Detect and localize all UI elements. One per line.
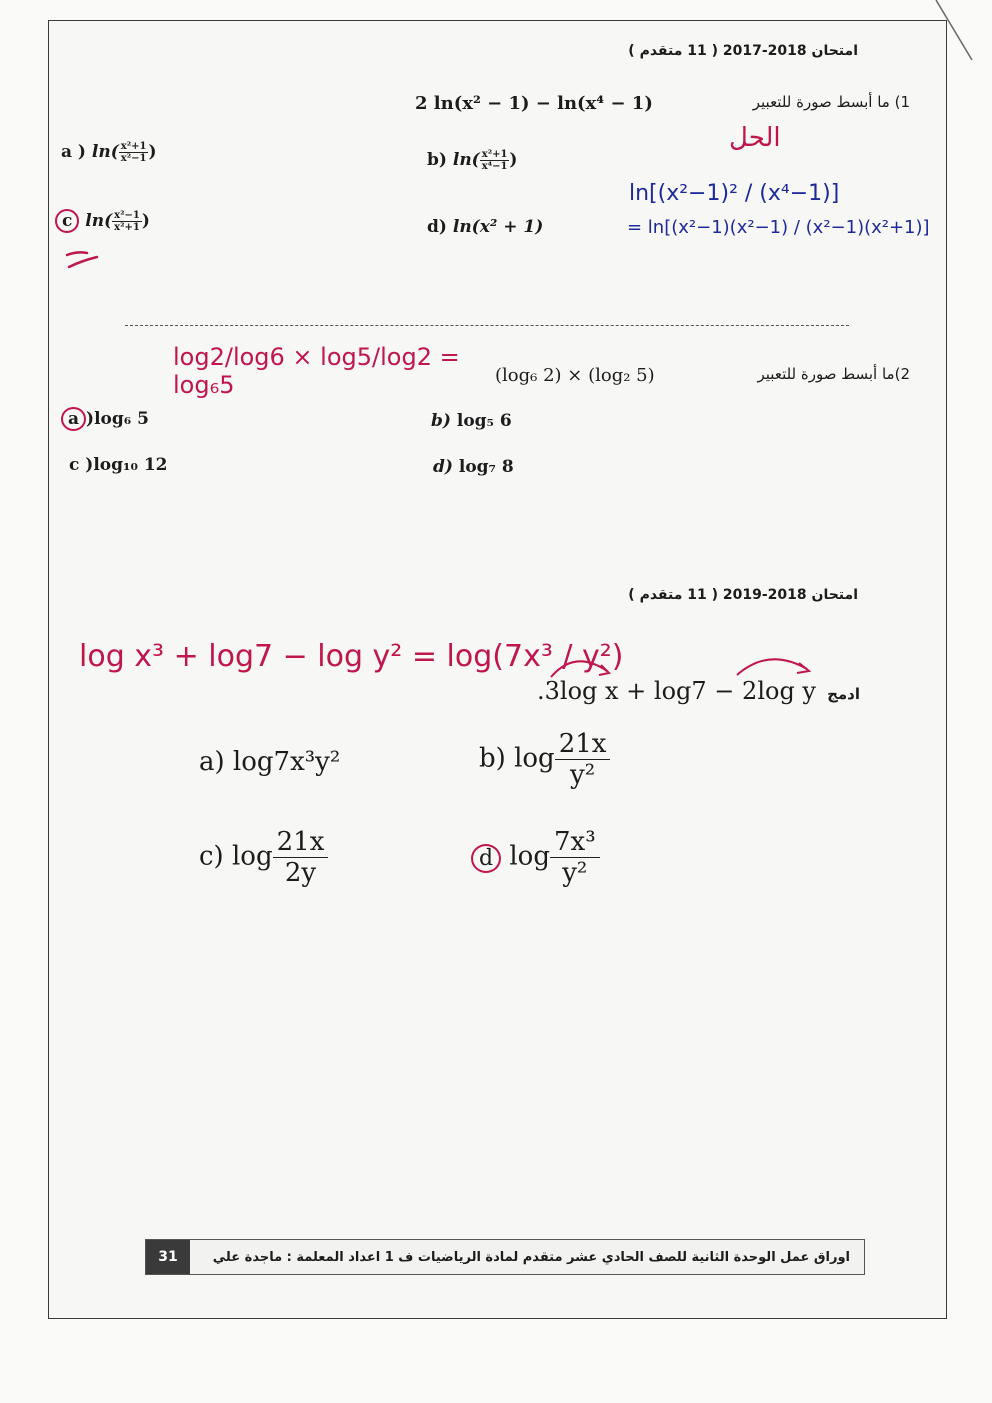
q2-option-d: d) log₇ 8 xyxy=(433,457,514,477)
page-corner-line xyxy=(932,0,992,80)
handwritten-work-left: ln[(x²−1)² / (x⁴−1)] xyxy=(629,181,840,206)
q1-option-b: b) ln( $\frac{\text{x²+1}}{\text{x⁴−1}}$ ) xyxy=(427,149,518,172)
exam2-option-d: d log $\frac{\text{7x³}}{\text{y²}}$ xyxy=(471,827,600,888)
exam2-handwritten-work: log x³ + log7 − log y² = log(7x³ / y²) xyxy=(79,639,624,674)
q2-option-a: a )log₆ 5 xyxy=(61,407,149,431)
section-divider xyxy=(125,325,849,326)
q1-option-c-circled-label: c xyxy=(55,209,79,233)
q1-option-a-label: a ) xyxy=(61,142,86,162)
worksheet-page xyxy=(48,20,947,1319)
exam2-option-d-circled-label: d xyxy=(471,844,501,873)
q1-option-c-fraction: $\frac{\text{x²−1}}{\text{x²+1}}$ xyxy=(114,210,140,233)
page-footer xyxy=(145,1239,865,1275)
q1-option-a: a ) ln( $\frac{\text{x²+1}}{\text{x²−1}}$ ) xyxy=(61,141,157,164)
q1-option-a-fraction: $\frac{\text{x²+1}}{\text{x²−1}}$ xyxy=(120,141,147,164)
exam2-expression: .3log x + log7 − 2log y xyxy=(537,677,816,705)
q1-option-c: c ln( $\frac{\text{x²−1}}{\text{x²+1}}$ ) xyxy=(55,209,150,233)
page-number: 31 xyxy=(146,1240,190,1274)
q1-expression: 2 ln(x² − 1) − ln(x⁴ − 1) xyxy=(415,93,653,114)
q1-option-b-label: b) xyxy=(427,150,447,170)
exam2-question-label: ادمج xyxy=(827,685,860,703)
handwritten-solution-word: الحل xyxy=(729,123,781,153)
handwritten-work-right: = ln[(x²−1)(x²−1) / (x²−1)(x²+1)] xyxy=(627,217,930,238)
arrow-annotations xyxy=(545,647,825,681)
q2-expression: (log₆ 2) × (log₂ 5) xyxy=(495,365,655,386)
q2-option-b: b) log₅ 6 xyxy=(431,411,512,431)
exam2-option-b: b) log $\frac{21x}{\text{y²}}$ xyxy=(479,729,610,790)
footer-text: اوراق عمل الوحدة الثانية للصف الحادي عشر متقدم لمادة الرياضيات ف 1 اعداد المعلمة : ماجدة علي xyxy=(212,1249,850,1265)
q1-label: 1) ما أبسط صورة للتعبير xyxy=(752,93,910,111)
q2-option-a-circled-label: a xyxy=(61,407,86,431)
q2-label: 2)ما أبسط صورة للتعبير xyxy=(757,365,910,383)
q2-handwritten-work: log2/log6 × log5/log2 = log₆5 xyxy=(173,343,460,399)
q2-option-c: c )log₁₀ 12 xyxy=(69,455,168,475)
exam2-option-a: a) log7x³y² xyxy=(199,747,341,777)
q1-option-b-fraction: $\frac{\text{x²+1}}{\text{x⁴−1}}$ xyxy=(481,149,508,172)
exam2-option-c: c) log $\frac{21x}{2y}$ xyxy=(199,827,328,888)
checkmark-icon xyxy=(63,247,103,275)
q1-option-d: d) ln(x² + 1) xyxy=(427,217,544,237)
exam1-header: امتحان 2018-2017 ( 11 متقدم ) xyxy=(628,43,858,59)
exam2-header: امتحان 2018-2019 ( 11 متقدم ) xyxy=(628,587,858,603)
